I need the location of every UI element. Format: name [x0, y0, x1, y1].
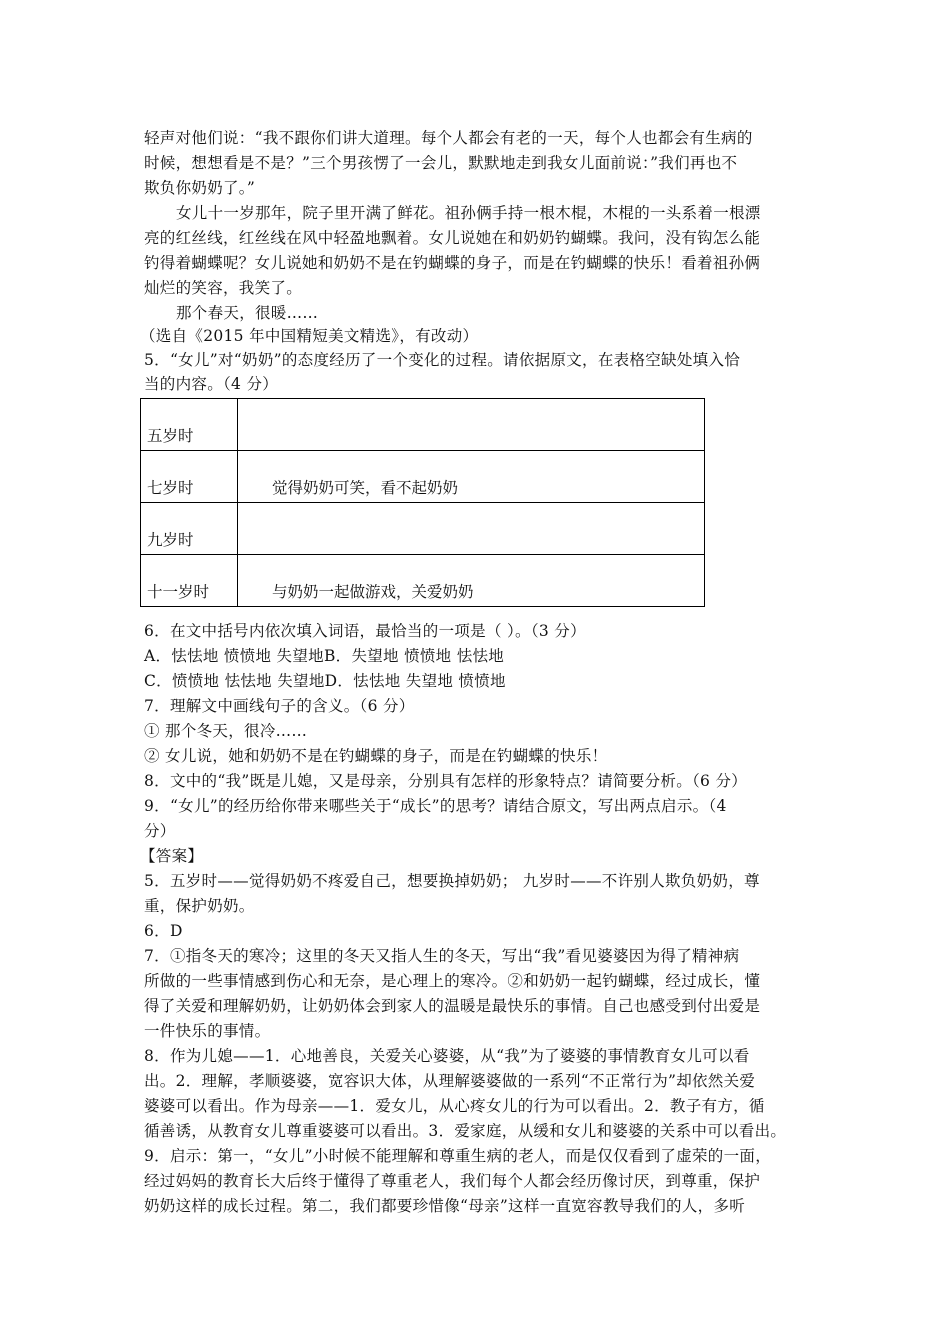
question-8: 8．文中的“我”既是儿媳，又是母亲，分别具有怎样的形象特点？请简要分析。（6 分） [144, 772, 748, 790]
question-7-item: ② 女儿说，她和奶奶不是在钓蝴蝶的身子，而是在钓蝴蝶的快乐！ [144, 747, 608, 765]
passage-line: 钓得着蝴蝶呢？女儿说她和奶奶不是在钓蝴蝶的身子，而是在钓蝴蝶的快乐！看着祖孙俩 [144, 254, 761, 272]
table-cell-attitude [238, 399, 705, 451]
answer-7: 一件快乐的事情。 [144, 1022, 271, 1040]
passage-line: 轻声对他们说：“我不跟你们讲大道理。每个人都会有老的一天，每个人也都会有生病的 [144, 129, 753, 147]
question-5: 当的内容。（4 分） [144, 375, 279, 393]
question-9: 9．“女儿”的经历给你带来哪些关于“成长”的思考？请结合原文，写出两点启示。（4 [144, 797, 727, 815]
answer-8: 出。2．理解，孝顺婆婆，宽容识大体，从理解婆婆做的一系列“不正常行为”却依然关爱 [144, 1072, 756, 1090]
table-cell-attitude: 觉得奶奶可笑，看不起奶奶 [238, 451, 705, 503]
answer-5: 重，保护奶奶。 [144, 897, 255, 915]
answer-9: 经过妈妈的教育长大后终于懂得了尊重老人，我们每个人都会经历像讨厌，到尊重，保护 [144, 1172, 761, 1190]
passage-line: 欺负你奶奶了。” [144, 179, 256, 197]
attitude-table [140, 398, 705, 607]
question-5: 5．“女儿”对“奶奶”的态度经历了一个变化的过程。请依据原文，在表格空缺处填入恰 [144, 351, 741, 369]
passage-line: 灿烂的笑容，我笑了。 [144, 279, 303, 297]
answer-8: 8．作为儿媳——1．心地善良，关爱关心婆婆，从“我”为了婆婆的事情教育女儿可以看 [144, 1047, 750, 1065]
question-6: 6．在文中括号内依次填入词语，最恰当的一项是（ ）。（3 分） [144, 622, 586, 640]
answer-9: 9．启示：第一，“女儿”小时候不能理解和尊重生病的老人，而是仅仅看到了虚荣的一面， [144, 1147, 772, 1165]
answer-6: 6．D [144, 922, 183, 940]
table-row [141, 555, 705, 607]
question-7: 7．理解文中画线句子的含义。（6 分） [144, 697, 415, 715]
answer-7: 得了关爱和理解奶奶，让奶奶体会到家人的温暖是最快乐的事情。自己也感受到付出爱是 [144, 997, 761, 1015]
answer-9: 奶奶这样的成长过程。第二，我们都要珍惜像“母亲”这样一直宽容教导我们的人，多听 [144, 1197, 746, 1215]
passage-line: 女儿十一岁那年，院子里开满了鲜花。祖孙俩手持一根木棍，木棍的一头系着一根漂 [176, 204, 761, 222]
answer-7: 7．①指冬天的寒冷；这里的冬天又指人生的冬天，写出“我”看见婆婆因为得了精神病 [144, 947, 740, 965]
table-row [141, 503, 705, 555]
table-cell-age: 十一岁时 [141, 555, 238, 607]
table-row [141, 451, 705, 503]
passage-line: 时候，想想看是不是？”三个男孩愣了一会儿，默默地走到我女儿面前说：”我们再也不 [144, 154, 738, 172]
question-6-options: C．愤愤地 怯怯地 失望地D．怯怯地 失望地 愤愤地 [144, 672, 506, 690]
answer-8: 循善诱，从教育女儿尊重婆婆可以看出。3．爱家庭，从缓和女儿和婆婆的关系中可以看出。 [144, 1122, 787, 1140]
question-6-options: A．怯怯地 愤愤地 失望地B．失望地 愤愤地 怯怯地 [144, 647, 505, 665]
table-cell-age: 九岁时 [141, 503, 238, 555]
table-cell-attitude: 与奶奶一起做游戏，关爱奶奶 [238, 555, 705, 607]
passage-source: （选自《2015 年中国精短美文精选》，有改动） [140, 327, 479, 345]
table-cell-age: 七岁时 [141, 451, 238, 503]
answers-heading: 【答案】 [140, 847, 204, 865]
answer-8: 婆婆可以看出。作为母亲——1．爱女儿，从心疼女儿的行为可以看出。2．教子有方，循 [144, 1097, 765, 1115]
answer-7: 所做的一些事情感到伤心和无奈，是心理上的寒冷。②和奶奶一起钓蝴蝶，经过成长，懂 [144, 972, 761, 990]
table-cell-age: 五岁时 [141, 399, 238, 451]
table-row [141, 399, 705, 451]
passage-line: 那个春天，很暖…… [176, 304, 319, 322]
passage-line: 亮的红丝线，红丝线在风中轻盈地飘着。女儿说她在和奶奶钓蝴蝶。我问，没有钩怎么能 [144, 229, 761, 247]
question-9: 分） [144, 822, 176, 840]
table-cell-attitude [238, 503, 705, 555]
question-7-item: ① 那个冬天，很冷…… [144, 722, 308, 740]
answer-5: 5．五岁时——觉得奶奶不疼爱自己，想要换掉奶奶； 九岁时——不许别人欺负奶奶，尊 [144, 872, 760, 890]
